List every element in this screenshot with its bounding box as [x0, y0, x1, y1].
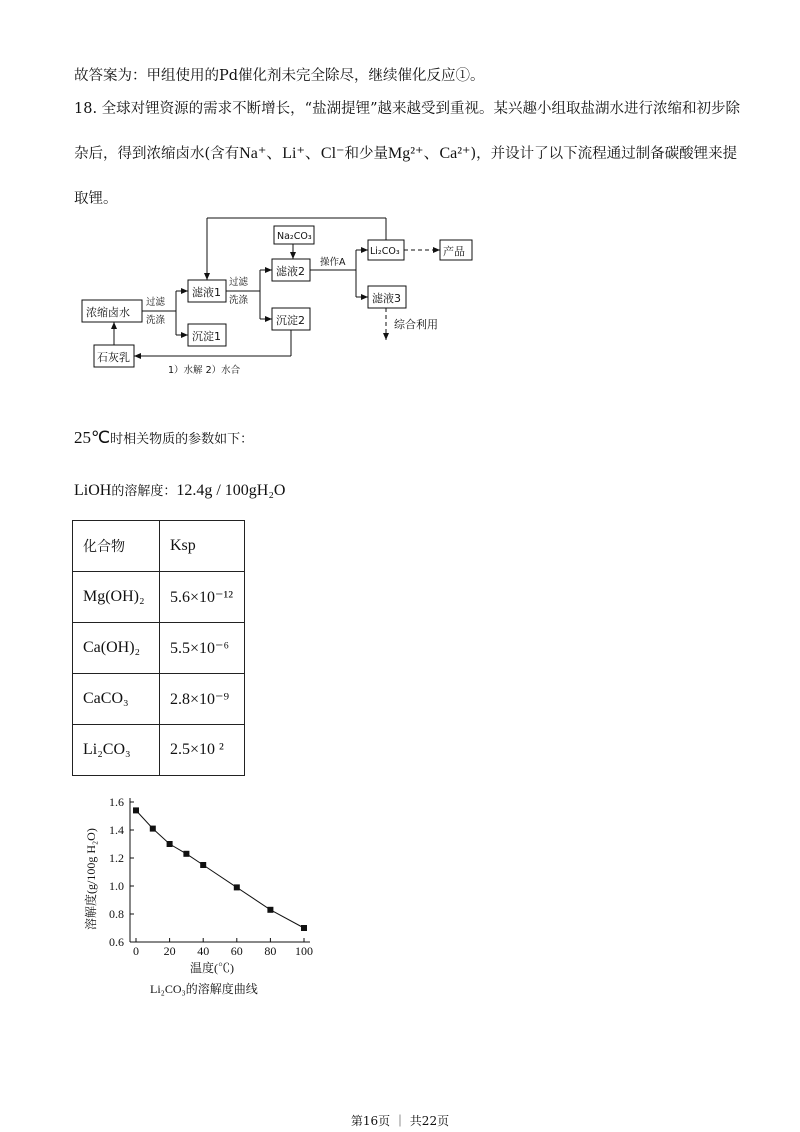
q18-line2-suffix: )，并设计了以下流程通过制备碳酸锂来提	[470, 146, 738, 162]
na2co3-box: Na₂CO₃	[277, 231, 312, 242]
y-tick-label: 1.6	[109, 795, 124, 809]
chart-axes	[130, 798, 310, 942]
table-header-row	[73, 521, 245, 572]
li2co3-box: Li₂CO₃	[370, 246, 400, 257]
x-tick-label: 40	[197, 944, 210, 958]
q18-line2	[74, 140, 737, 163]
data-point	[150, 826, 156, 832]
q18-line3: 取锂。	[74, 191, 118, 207]
ksp-cell: 5.5×10⁻⁶	[160, 623, 245, 674]
hydro-label: 1）水解 2）水合	[168, 365, 241, 376]
x-tick-label: 80	[264, 944, 277, 958]
x-tick-label: 20	[163, 944, 176, 958]
params-intro	[74, 428, 253, 448]
compound-cell: Li₂CO₃	[73, 725, 160, 776]
temp-label: 25℃	[74, 428, 111, 447]
chart-ylabel: 溶解度(g/100g H₂O)	[84, 828, 98, 930]
q18-line2-prefix: 杂后，得到浓缩卤水(含有	[74, 146, 240, 162]
compound-cell: Ca(OH)₂	[73, 623, 160, 674]
data-point	[133, 807, 139, 813]
q18-line1: 18. 全球对锂资源的需求不断增长，“盐湖提锂”越来越受到重视。某兴趣小组取盐湖水进行浓缩和初步除	[74, 101, 740, 117]
compound-cell: CaCO₃	[73, 674, 160, 725]
ksp-cell: 5.6×10⁻¹²	[160, 572, 245, 623]
ions-minor: Mg²⁺、Ca²⁺	[388, 145, 471, 162]
x-tick-label: 60	[230, 944, 243, 958]
op-filter2: 过滤	[229, 277, 249, 288]
table-row	[73, 623, 245, 674]
table-row	[73, 725, 245, 776]
chart-series	[133, 807, 307, 931]
brine-box: 浓缩卤水	[86, 306, 130, 319]
filtrate2-box: 滤液2	[276, 265, 305, 278]
reuse-label: 综合利用	[394, 318, 438, 331]
precip1-box: 沉淀1	[192, 330, 221, 343]
ksp-cell: 2.8×10⁻⁹	[160, 674, 245, 725]
data-point	[301, 925, 307, 931]
op-wash2: 洗涤	[229, 295, 249, 306]
lioh-formula: LiOH	[74, 482, 112, 499]
sol-label: 的溶解度：	[111, 484, 177, 499]
x-tick-label: 0	[133, 944, 139, 958]
precip2-box: 沉淀2	[276, 314, 305, 327]
op-a: 操作A	[320, 257, 346, 268]
lioh-solubility	[74, 480, 285, 500]
solubility-chart	[78, 790, 338, 1005]
data-point	[167, 841, 173, 847]
page-footer: 第16页 ｜ 共22页	[350, 1114, 450, 1128]
y-tick-label: 0.6	[109, 935, 124, 949]
data-point	[183, 851, 189, 857]
table-row	[73, 674, 245, 725]
ions-major: Na⁺、Li⁺、Cl⁻	[239, 145, 345, 162]
op-wash1: 洗涤	[146, 315, 166, 326]
y-tick-label: 1.4	[109, 823, 124, 837]
ksp-table	[72, 520, 245, 776]
chart-ticks	[109, 795, 313, 958]
data-point	[234, 884, 240, 890]
params-intro-text: 时相关物质的参数如下：	[110, 432, 254, 447]
y-tick-label: 1.2	[109, 851, 124, 865]
chart-title: Li₂CO₃的溶解度曲线	[150, 982, 258, 996]
op-filter1: 过滤	[146, 297, 166, 308]
filtrate1-box: 滤液1	[192, 286, 221, 299]
sol-value: 12.4g / 100gH₂O	[176, 482, 286, 499]
data-point	[200, 862, 206, 868]
chart-xlabel: 温度(℃)	[190, 961, 234, 975]
data-point	[267, 907, 273, 913]
process-flowchart	[76, 212, 496, 382]
series-line	[136, 810, 304, 928]
filtrate3-box: 滤液3	[372, 292, 401, 305]
table-row	[73, 572, 245, 623]
lime-box: 石灰乳	[97, 351, 130, 364]
answer-line: 故答案为：甲组使用的Pd催化剂未完全除尽，继续催化反应①。	[74, 68, 485, 84]
header-ksp: Ksp	[160, 521, 245, 572]
compound-cell: Mg(OH)₂	[73, 572, 160, 623]
q18-line2-mid: 和少量	[344, 146, 388, 162]
y-tick-label: 0.8	[109, 907, 124, 921]
product-box: 产品	[443, 245, 465, 258]
y-tick-label: 1.0	[109, 879, 124, 893]
header-compound: 化合物	[73, 521, 160, 572]
ksp-cell: 2.5×10 ²	[160, 725, 245, 776]
x-tick-label: 100	[295, 944, 313, 958]
